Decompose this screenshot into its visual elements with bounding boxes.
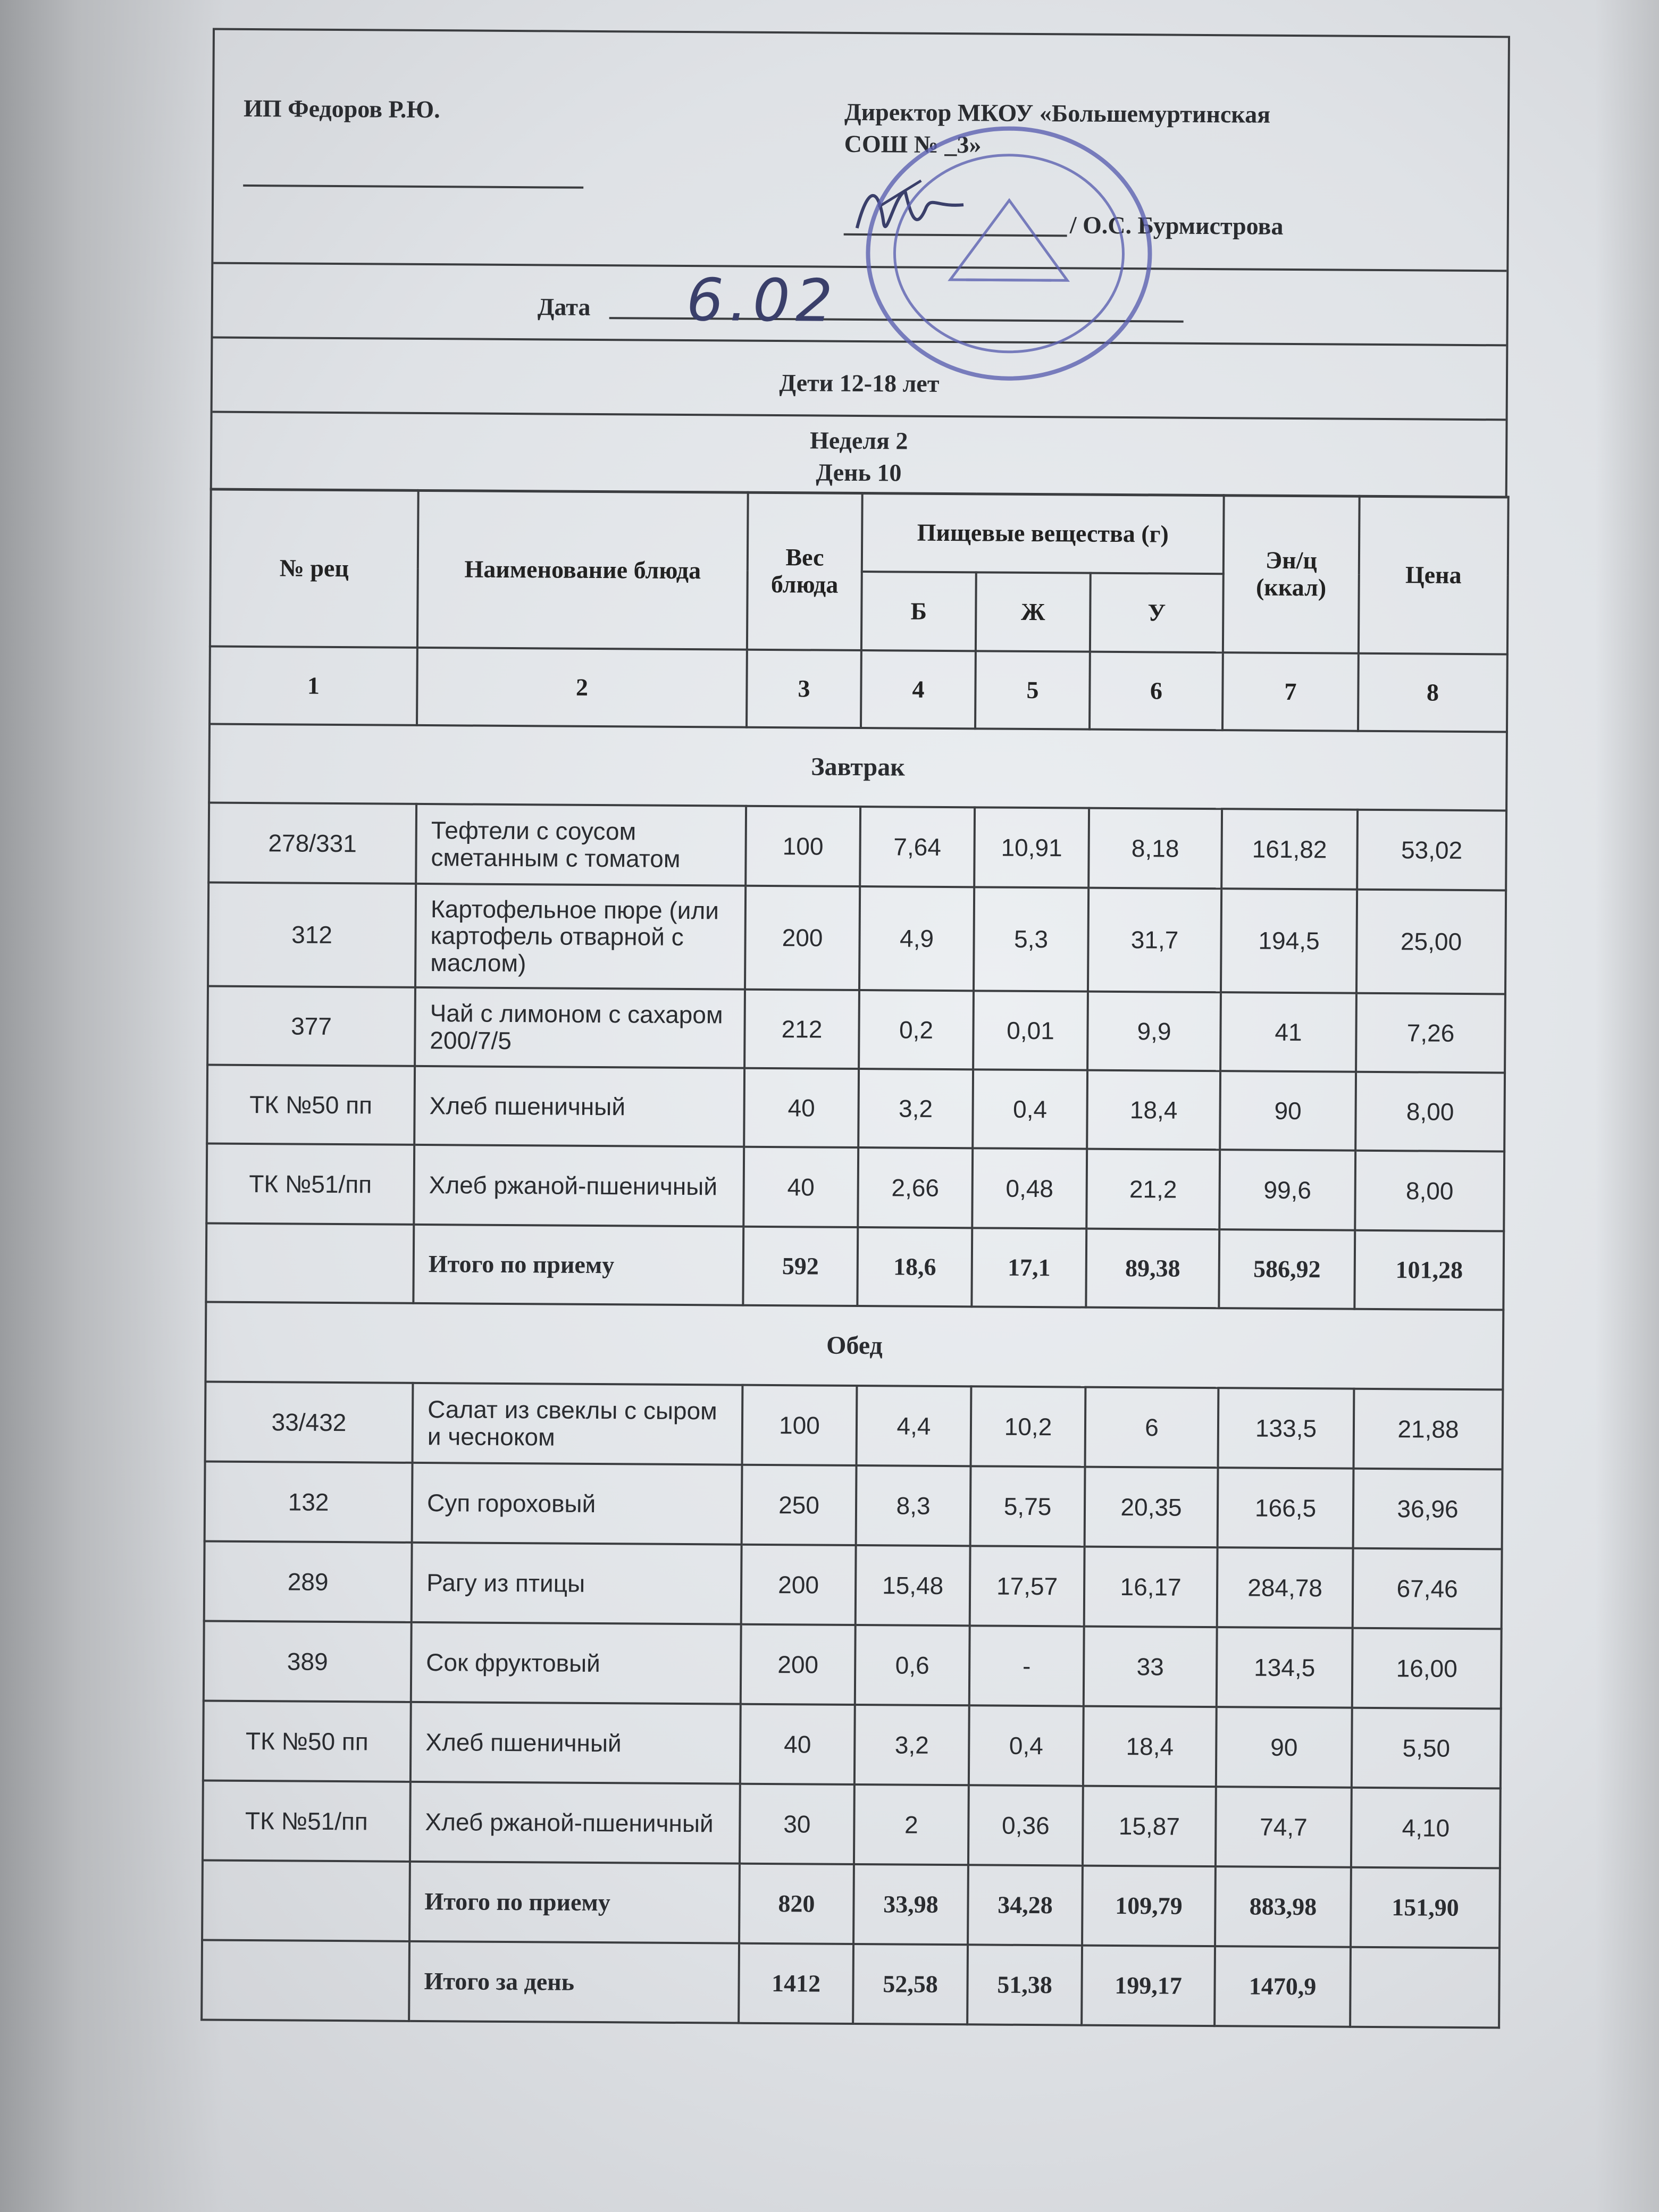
col-number: 6 bbox=[1090, 652, 1223, 731]
fat-cell: 5,3 bbox=[974, 887, 1088, 991]
price-cell bbox=[1350, 1947, 1499, 2028]
protein-cell: 4,9 bbox=[859, 886, 974, 991]
kcal-cell: 161,82 bbox=[1221, 809, 1358, 890]
kcal-cell: 194,5 bbox=[1221, 889, 1357, 993]
col-header-name: Наименование блюда bbox=[417, 490, 748, 650]
price-cell: 8,00 bbox=[1355, 1072, 1505, 1152]
col-number: 3 bbox=[747, 650, 861, 728]
protein-cell: 4,4 bbox=[857, 1386, 971, 1466]
lunch-total-row bbox=[202, 1860, 1500, 1948]
protein-cell: 3,2 bbox=[858, 1069, 973, 1148]
carbs-cell: 21,2 bbox=[1086, 1149, 1220, 1230]
header-block bbox=[210, 28, 1510, 499]
day-label: День 10 bbox=[816, 458, 902, 487]
table-row bbox=[205, 1462, 1503, 1549]
rec-cell: ТК №51/пп bbox=[206, 1144, 414, 1225]
price-cell: 4,10 bbox=[1351, 1788, 1501, 1869]
protein-cell: 2 bbox=[854, 1784, 969, 1865]
col-number: 5 bbox=[975, 651, 1090, 729]
col-header-protein: Б bbox=[861, 572, 976, 651]
week-label: Неделя 2 bbox=[809, 426, 908, 455]
fat-cell: 17,1 bbox=[971, 1228, 1086, 1307]
photo-shadow-left bbox=[0, 0, 223, 2212]
supplier-signature-line bbox=[243, 185, 583, 189]
price-cell: 36,96 bbox=[1353, 1469, 1503, 1549]
protein-cell: 15,48 bbox=[856, 1545, 970, 1626]
weight-cell: 100 bbox=[745, 806, 860, 886]
kcal-cell: 586,92 bbox=[1219, 1229, 1355, 1309]
rec-cell: ТК №50 пп bbox=[207, 1065, 415, 1145]
weight-cell: 250 bbox=[742, 1465, 857, 1545]
table-row bbox=[207, 1065, 1505, 1152]
weight-cell: 40 bbox=[744, 1068, 859, 1147]
dish-name-cell: Салат из свеклы с сыром и чесноком bbox=[413, 1383, 743, 1465]
rec-cell: 278/331 bbox=[208, 803, 416, 884]
protein-cell: 2,66 bbox=[858, 1147, 973, 1228]
table-row bbox=[204, 1541, 1502, 1629]
date-handwritten: 6.02 bbox=[686, 266, 839, 335]
fat-cell: 0,01 bbox=[973, 991, 1088, 1070]
col-header-carbs: У bbox=[1090, 573, 1224, 653]
rec-cell: 132 bbox=[205, 1462, 413, 1543]
table-row bbox=[204, 1621, 1502, 1709]
kcal-cell: 134,5 bbox=[1217, 1627, 1353, 1708]
dish-name-cell: Хлеб ржаной-пшеничный bbox=[414, 1145, 744, 1227]
rec-cell: ТК №50 пп bbox=[203, 1701, 411, 1782]
carbs-cell: 33 bbox=[1084, 1627, 1217, 1707]
col-header-energy: Эн/ц (ккал) bbox=[1223, 495, 1360, 653]
price-cell: 101,28 bbox=[1354, 1230, 1504, 1310]
dish-name-cell: Картофельное пюре (или картофель отварной с маслом) bbox=[415, 884, 745, 990]
fat-cell: 0,4 bbox=[973, 1069, 1087, 1149]
weight-cell: 200 bbox=[741, 1624, 856, 1705]
weight-cell: 40 bbox=[740, 1704, 855, 1784]
day-total-row bbox=[202, 1940, 1499, 2027]
price-cell: 151,90 bbox=[1351, 1867, 1500, 1948]
col-header-weight: Вес блюда bbox=[747, 492, 862, 650]
dish-name-cell: Суп гороховый bbox=[412, 1463, 742, 1545]
rec-cell: ТК №51/пп bbox=[203, 1780, 410, 1861]
fat-cell: 10,91 bbox=[974, 807, 1089, 887]
weight-cell: 820 bbox=[739, 1864, 854, 1944]
col-number: 8 bbox=[1358, 653, 1507, 732]
rec-cell: 389 bbox=[204, 1621, 412, 1702]
dish-name-cell: Тефтели с соусом сметанным с томатом bbox=[416, 804, 746, 886]
menu-table bbox=[200, 488, 1510, 2029]
weight-cell: 212 bbox=[744, 990, 859, 1069]
protein-cell: 3,2 bbox=[854, 1705, 969, 1785]
table-row bbox=[206, 1144, 1504, 1231]
day-total-label: Итого за день bbox=[409, 1941, 739, 2023]
col-header-nutrients: Пищевые вещества (г) bbox=[862, 493, 1224, 574]
weight-cell: 200 bbox=[745, 886, 860, 990]
section-title: Обед bbox=[205, 1302, 1503, 1390]
col-header-rec: № рец bbox=[210, 489, 418, 648]
fat-cell: 17,57 bbox=[970, 1546, 1085, 1626]
empty-cell bbox=[202, 1940, 409, 2021]
dish-name-cell: Чай с лимоном с сахаром 200/7/5 bbox=[415, 987, 745, 1068]
fat-cell: - bbox=[969, 1626, 1084, 1706]
kcal-cell: 166,5 bbox=[1218, 1468, 1354, 1548]
empty-cell bbox=[206, 1224, 414, 1303]
col-number: 2 bbox=[417, 648, 747, 727]
protein-cell: 0,2 bbox=[859, 990, 974, 1069]
kcal-cell: 74,7 bbox=[1216, 1787, 1352, 1867]
audience-label: Дети 12-18 лет bbox=[779, 369, 940, 397]
carbs-cell: 31,7 bbox=[1088, 888, 1221, 993]
col-header-price: Цена bbox=[1359, 496, 1509, 655]
kcal-cell: 90 bbox=[1220, 1071, 1356, 1151]
breakfast-total-row bbox=[206, 1224, 1504, 1310]
price-cell: 21,88 bbox=[1354, 1389, 1503, 1470]
date-label: Дата bbox=[537, 293, 591, 321]
date-row bbox=[213, 264, 1506, 347]
weight-cell: 30 bbox=[740, 1784, 854, 1864]
director-name: / О.С. Бурмистрова bbox=[1069, 211, 1284, 240]
section-breakfast bbox=[209, 724, 1507, 811]
price-cell: 67,46 bbox=[1353, 1548, 1502, 1629]
fat-cell: 0,48 bbox=[972, 1148, 1087, 1228]
carbs-cell: 6 bbox=[1085, 1387, 1219, 1468]
dish-name-cell: Хлеб ржаной-пшеничный bbox=[410, 1782, 740, 1864]
table-row bbox=[207, 986, 1505, 1073]
audience-row bbox=[213, 339, 1506, 421]
col-number: 7 bbox=[1222, 652, 1359, 731]
carbs-cell: 16,17 bbox=[1084, 1547, 1218, 1628]
kcal-cell: 1470,9 bbox=[1214, 1946, 1351, 2027]
rec-cell: 289 bbox=[204, 1541, 412, 1622]
empty-cell bbox=[202, 1860, 410, 1941]
kcal-cell: 284,78 bbox=[1217, 1547, 1353, 1628]
carbs-cell: 199,17 bbox=[1082, 1946, 1215, 2026]
photo-shadow-right bbox=[1595, 0, 1659, 2212]
protein-cell: 52,58 bbox=[853, 1944, 968, 2024]
fat-cell: 51,38 bbox=[967, 1945, 1082, 2025]
carbs-cell: 18,4 bbox=[1087, 1070, 1220, 1150]
protein-cell: 0,6 bbox=[855, 1625, 970, 1705]
rec-cell: 312 bbox=[208, 883, 416, 987]
fat-cell: 5,75 bbox=[970, 1466, 1085, 1546]
total-label: Итого по приему bbox=[413, 1225, 743, 1305]
director-title-line2: СОШ № _3» bbox=[844, 130, 982, 158]
kcal-cell: 41 bbox=[1220, 992, 1356, 1072]
total-label: Итого по приему bbox=[409, 1862, 740, 1943]
approval-row bbox=[213, 30, 1508, 272]
kcal-cell: 133,5 bbox=[1218, 1388, 1354, 1469]
week-day-row bbox=[212, 413, 1506, 499]
carbs-cell: 15,87 bbox=[1083, 1786, 1216, 1867]
kcal-cell: 99,6 bbox=[1219, 1150, 1355, 1230]
table-row bbox=[208, 883, 1506, 994]
price-cell: 16,00 bbox=[1352, 1628, 1502, 1709]
fat-cell: 0,4 bbox=[969, 1705, 1084, 1786]
carbs-cell: 18,4 bbox=[1083, 1706, 1217, 1787]
carbs-cell: 9,9 bbox=[1087, 992, 1221, 1071]
table-row bbox=[203, 1701, 1501, 1789]
kcal-cell: 883,98 bbox=[1215, 1866, 1351, 1947]
carbs-cell: 8,18 bbox=[1088, 808, 1222, 889]
col-number-row bbox=[210, 647, 1507, 732]
protein-cell: 8,3 bbox=[856, 1465, 971, 1546]
rec-cell: 377 bbox=[207, 986, 415, 1066]
price-cell: 8,00 bbox=[1355, 1151, 1504, 1231]
price-cell: 25,00 bbox=[1356, 890, 1506, 994]
carbs-cell: 20,35 bbox=[1085, 1467, 1218, 1548]
protein-cell: 18,6 bbox=[857, 1227, 972, 1306]
fat-cell: 0,36 bbox=[968, 1785, 1083, 1865]
price-cell: 5,50 bbox=[1352, 1708, 1501, 1789]
table-row bbox=[205, 1382, 1503, 1470]
dish-name-cell: Рагу из птицы bbox=[412, 1543, 742, 1624]
fat-cell: 34,28 bbox=[968, 1865, 1083, 1945]
table-row bbox=[203, 1780, 1501, 1868]
section-title: Завтрак bbox=[209, 724, 1507, 811]
dish-name-cell: Хлеб пшеничный bbox=[410, 1702, 741, 1784]
section-lunch bbox=[205, 1302, 1503, 1390]
weight-cell: 40 bbox=[743, 1147, 858, 1227]
dish-name-cell: Хлеб пшеничный bbox=[414, 1066, 744, 1147]
menu-sheet bbox=[200, 28, 1510, 2035]
weight-cell: 100 bbox=[742, 1385, 857, 1465]
carbs-cell: 109,79 bbox=[1082, 1866, 1216, 1947]
price-cell: 53,02 bbox=[1357, 810, 1506, 891]
kcal-cell: 90 bbox=[1216, 1707, 1352, 1788]
header-row-1 bbox=[211, 489, 1509, 576]
price-cell: 7,26 bbox=[1356, 993, 1505, 1073]
dish-name-cell: Сок фруктовый bbox=[411, 1622, 741, 1704]
col-number: 1 bbox=[210, 647, 417, 725]
director-title-line1: Директор МКОУ «Большемуртинская bbox=[844, 98, 1271, 128]
protein-cell: 7,64 bbox=[860, 807, 975, 887]
supplier-name: ИП Федоров Р.Ю. bbox=[243, 94, 440, 123]
col-number: 4 bbox=[861, 650, 976, 728]
director-signature bbox=[847, 175, 975, 250]
fat-cell: 10,2 bbox=[971, 1386, 1086, 1467]
weight-cell: 1412 bbox=[739, 1943, 853, 2024]
carbs-cell: 89,38 bbox=[1086, 1229, 1219, 1309]
col-header-fat: Ж bbox=[976, 572, 1091, 651]
table-row bbox=[208, 803, 1506, 891]
rec-cell: 33/432 bbox=[205, 1382, 413, 1463]
weight-cell: 592 bbox=[743, 1227, 858, 1306]
protein-cell: 33,98 bbox=[853, 1864, 968, 1945]
weight-cell: 200 bbox=[741, 1545, 856, 1625]
